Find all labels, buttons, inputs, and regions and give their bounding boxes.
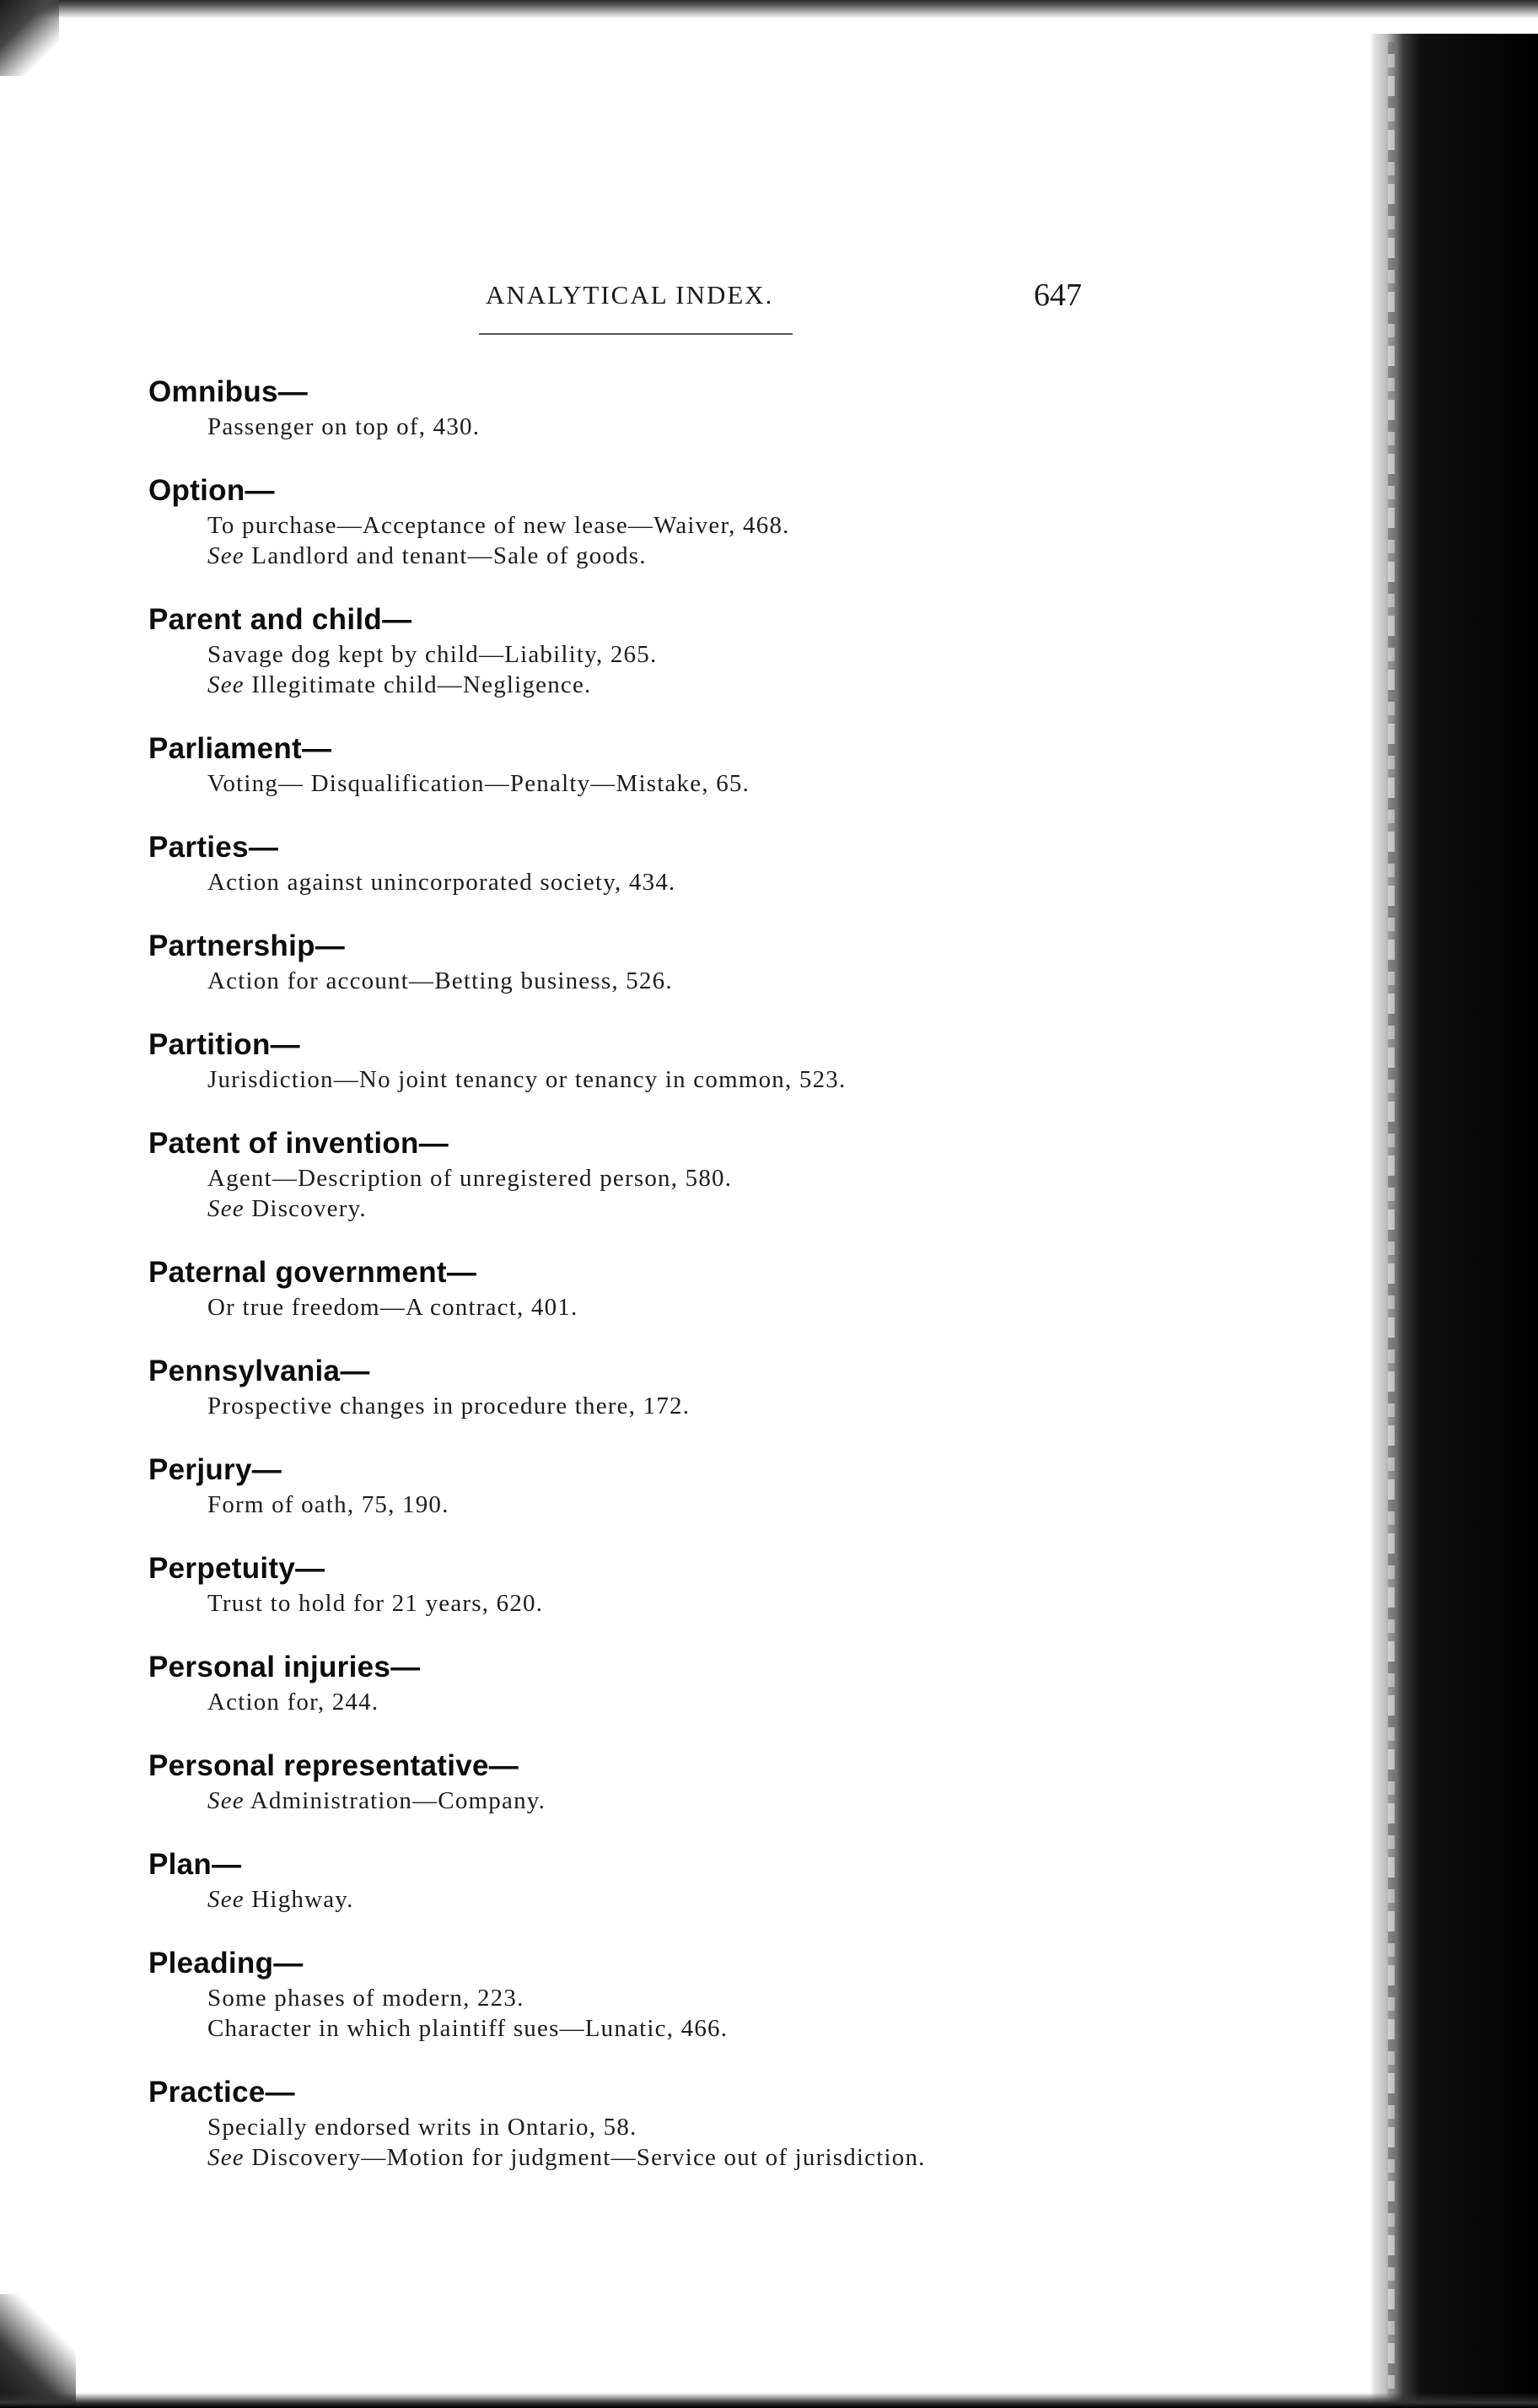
entry-heading: Plan— [148,1848,242,1881]
see-reference-label: See [207,1195,245,1222]
index-entry [148,1549,1228,1619]
index-entry [148,1253,1228,1323]
running-title: ANALYTICAL INDEX. [486,280,774,310]
entry-subline-text: Or true freedom—A contract, 401. [207,1294,578,1321]
entry-subline [148,1064,1228,1095]
see-reference-label: See [207,2144,245,2171]
entry-heading: Parties— [148,831,279,864]
entry-subline [148,966,1228,996]
index-entry [148,1648,1228,1717]
entry-subline [148,412,1228,442]
entry-subline-text: Some phases of modern, 223. [207,1985,524,2012]
entry-heading: Parent and child— [148,603,412,636]
header-rule [479,333,793,335]
entry-heading: Parliament— [148,732,332,765]
entry-subline [148,1490,1228,1520]
entry-subline [148,1391,1228,1421]
entry-subline [148,1884,1228,1915]
entry-subline-text: Specially endorsed writs in Ontario, 58. [207,2114,637,2141]
entry-subline-text: Prospective changes in procedure there, 172. [207,1393,691,1419]
see-reference-label: See [207,542,245,569]
entry-subline [148,670,1228,700]
index-entry [148,1124,1228,1224]
entry-subline [148,2112,1228,2142]
entry-subline [148,639,1228,670]
entry-subline [148,1163,1228,1193]
entry-subline-text: Illegitimate child—Negligence. [244,671,592,698]
entry-subline-text: Agent—Description of unregistered person, 580. [207,1165,733,1192]
index-entry [148,1352,1228,1421]
entry-subline-text: Highway. [244,1886,354,1913]
entry-subline-text: Trust to hold for 21 years, 620. [207,1590,544,1617]
entry-subline [148,1687,1228,1717]
entry-subline-text: To purchase—Acceptance of new lease—Waiver, 468. [207,512,790,539]
entry-heading: Perjury— [148,1453,282,1486]
entry-heading: Partition— [148,1028,300,1061]
entry-heading: Practice— [148,2076,295,2109]
index-entry [148,601,1228,700]
entry-heading: Personal representative— [148,1749,519,1782]
entry-subline [148,768,1228,799]
entry-subline-text: Action for, 244. [207,1689,379,1716]
index-entries [148,373,1228,2202]
entry-subline-text: Action against unincorporated society, 434. [207,869,676,896]
entry-subline-text: Action for account—Betting business, 526. [207,967,673,994]
page-number: 647 [1034,277,1082,313]
entry-heading: Perpetuity— [148,1552,325,1585]
index-entry [148,730,1228,799]
entry-subline-text: Character in which plaintiff sues—Lunatic, 466. [207,2015,729,2042]
scan-corner-top-left [0,0,59,76]
entry-subline [148,1983,1228,2013]
index-entry [148,471,1228,571]
entry-heading: Pleading— [148,1947,304,1980]
entry-heading: Pennsylvania— [148,1355,370,1387]
index-entry [148,1451,1228,1520]
see-reference-label: See [207,671,245,698]
entry-subline-text: Discovery. [244,1195,367,1222]
page-header [0,277,1538,327]
entry-subline [148,867,1228,897]
index-entry [148,927,1228,996]
entry-subline-text: Voting— Disqualification—Penalty—Mistake, 65. [207,770,750,797]
entry-subline-text: Discovery—Motion for judgment—Service out of jurisdiction. [244,2144,926,2171]
entry-subline-text: Form of oath, 75, 190. [207,1491,449,1518]
scan-edge-top [0,0,1538,20]
entry-heading: Partnership— [148,929,346,962]
index-entry [148,373,1228,442]
entry-subline-text: Administration—Company. [244,1787,546,1814]
entry-heading: Patent of invention— [148,1127,449,1160]
entry-heading: Omnibus— [148,375,309,408]
entry-subline [148,2013,1228,2044]
see-reference-label: See [207,1787,245,1814]
entry-subline [148,1292,1228,1323]
entry-heading: Option— [148,474,275,507]
entry-subline [148,1786,1228,1816]
entry-heading: Personal injuries— [148,1651,421,1683]
scan-edge-bottom [0,2393,1538,2408]
index-entry [148,2073,1228,2173]
see-reference-label: See [207,1886,245,1913]
entry-subline [148,541,1228,571]
index-entry [148,1747,1228,1816]
scan-corner-bottom-left [0,2294,76,2408]
entry-subline [148,1193,1228,1224]
entry-subline-text: Jurisdiction—No joint tenancy or tenancy in common, 523. [207,1066,847,1093]
entry-subline [148,2142,1228,2173]
scan-edge-right [1369,34,1538,2408]
entry-subline-text: Savage dog kept by child—Liability, 265. [207,641,658,668]
entry-heading: Paternal government— [148,1256,477,1289]
index-entry [148,828,1228,897]
index-entry [148,1026,1228,1095]
index-entry [148,1845,1228,1915]
entry-subline [148,510,1228,541]
scan-edge-right-noise [1388,42,1395,2395]
entry-subline [148,1588,1228,1619]
index-entry [148,1944,1228,2044]
entry-subline-text: Landlord and tenant—Sale of goods. [244,542,647,569]
entry-subline-text: Passenger on top of, 430. [207,413,481,440]
